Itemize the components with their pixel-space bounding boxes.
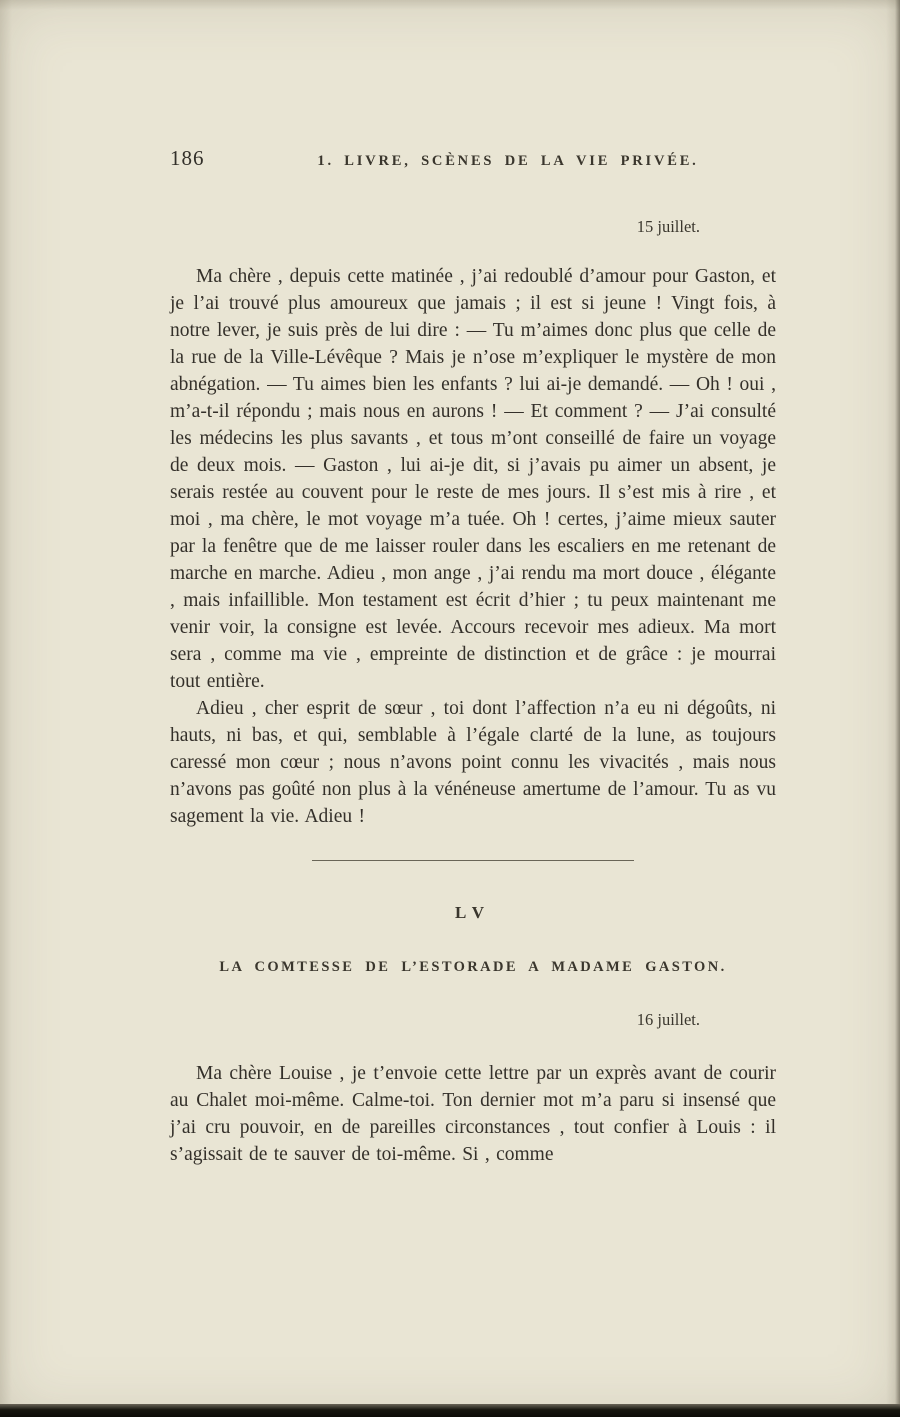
letter-liv-paragraph-2: Adieu , cher esprit de sœur , toi dont l’affection n’a eu ni dégoûts, ni hauts, ni bas, et qui, semblable à l’égale clarté de la lune, as toujours caressé mon cœur ; nous n’avons point connu les vivacités , mais nous n’avons pas goûté non plus à la vénéneuse amertume de l’amour. Tu as vu sagement la vie. Adieu !: [170, 698, 776, 827]
dateline-15-juillet: 15 juillet.: [636, 217, 700, 236]
letter-liv-paragraph-1: Ma chère , depuis cette matinée , j’ai redoublé d’amour pour Gaston, et je l’ai trouvé plus amoureux que jamais ; il est si jeune ! Vingt fois, à notre lever, je suis près de lui dire : — Tu m’aimes donc plus que celle de la rue de la Ville-Lévêque ? Mais je n’ose m’expliquer le mystère de mon abnégation. — Tu aimes bien les enfants ? lui ai-je demandé. — Oh ! oui , m’a-t-il répondu ; mais nous en aurons ! — Et comment ? — J’ai consulté les médecins les plus savants , et tous m’ont conseillé de faire un voyage de deux mois. — Gaston , lui ai-je dit, si j’avais pu aimer un absent, je serais restée au couvent pour le reste de mes jours. Il s’est mis à rire , et moi , ma chère, le mot voyage m’a tuée. Oh ! certes, j’aime mieux sauter par la fenêtre que de me laisser rouler dans les escaliers en me retenant de marche en marche. Adieu , mon ange , j’ai rendu ma mort douce , élégante , mais infaillible. Mon testament est écrit d’hier ; tu peux maintenant me venir voir, la consigne est levée. Accours recevoir mes adieux. Ma mort sera , comme ma vie , empreinte de distinction et de grâce : je mourrai tout entière.: [170, 266, 776, 692]
section-number: LV: [454, 903, 492, 922]
scan-edge-right: [895, 0, 900, 1417]
page-content: [170, 146, 776, 1168]
section-divider: [312, 860, 634, 861]
section-title: LA COMTESSE DE L’ESTORADE A MADAME GASTON.: [219, 959, 727, 975]
running-header: 1. LIVRE, SCÈNES DE LA VIE PRIVÉE.: [317, 153, 699, 169]
page-header: [170, 146, 776, 171]
letter-lv-paragraph-1: Ma chère Louise , je t’envoie cette lettre par un exprès avant de courir au Chalet moi-même. Calme-toi. Ton dernier mot m’a paru si insensé que j’ai cru pouvoir, en de pareilles circonstances , tout confier à Louis : il s’agissait de te sauver de toi-même. Si , comme: [170, 1063, 776, 1165]
page-number: 186: [170, 146, 205, 170]
dateline-16-juillet: 16 juillet.: [636, 1010, 700, 1029]
scan-edge-bottom: [0, 1404, 900, 1417]
